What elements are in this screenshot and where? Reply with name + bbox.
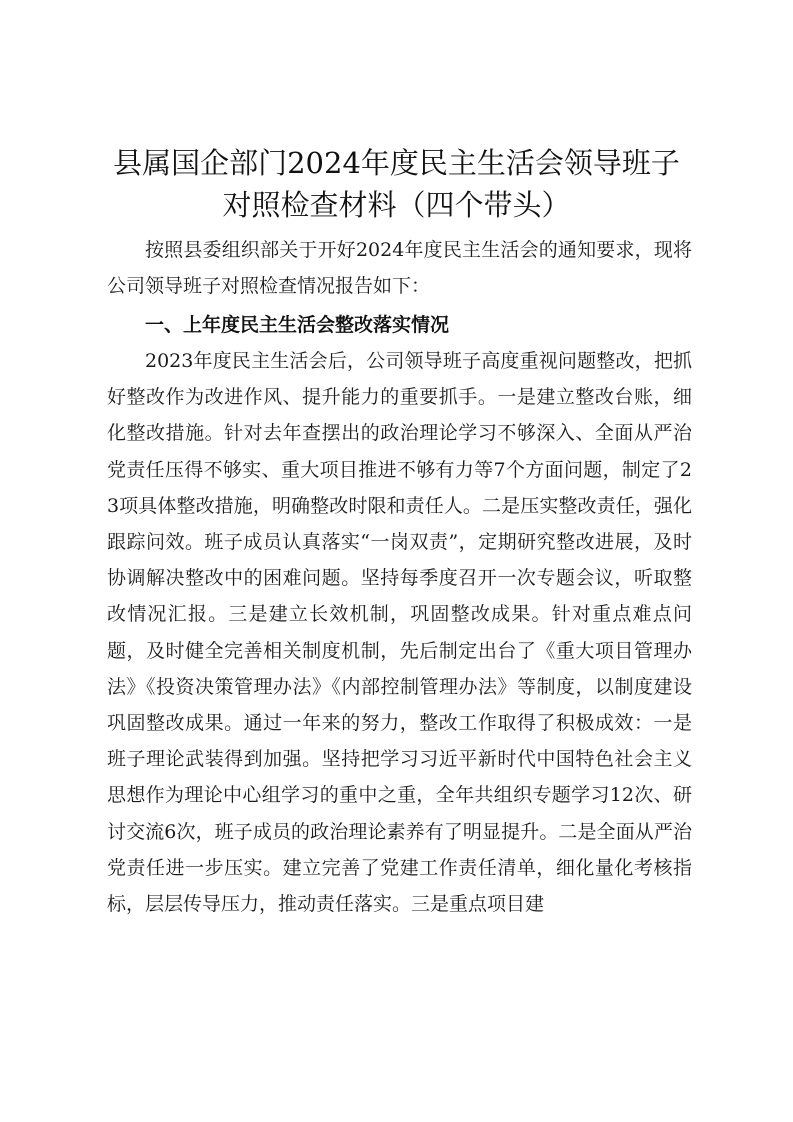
section-paragraph: 2023年度民主生活会后，公司领导班子高度重视问题整改，把抓好整改作为改进作风、提升能力的重要抓手。一是建立整改台账，细化整改措施。针对去年查摆出的政治理论学习不够深入、全面从严治党责任压得不够实、重大项目推进不够有力等7个方面问题，制定了23项具体整改措施，明确整改时限和责任人。二是压实整改责任，强化跟踪问效。班子成员认真落实“一岗双责”，定期研究整改进展，及时协调解决整改中的困难问题。坚持每季度召开一次专题会议，听取整改情况汇报。三是建立长效机制，巩固整改成果。针对重点难点问题，及时健全完善相关制度机制，先后制定出台了《重大项目管理办法》《投资决策管理办法》《内部控制管理办法》等制度，以制度建设巩固整改成果。通过一年来的努力，整改工作取得了积极成效：一是班子理论武装得到加强。坚持把学习习近平新时代中国特色社会主义思想作为理论中心组学习的重中之重，全年共组织专题学习12次、研讨交流6次，班子成员的政治理论素养有了明显提升。二是全面从严治党责任进一步压实。建立完善了党建工作责任清单，细化量化考核指标，层层传导压力，推动责任落实。三是重点项目建	[107, 350, 692, 916]
intro-paragraph: 按照县委组织部关于开好2024年度民主生活会的通知要求，现将公司领导班子对照检查情况报告如下：	[107, 239, 692, 298]
section-body-block	[107, 343, 692, 922]
document-title-line-2: 对照检查材料（四个带头）	[222, 188, 571, 222]
document-title-line-1: 县属国企部门2024年度民主生活会领导班子	[113, 146, 680, 180]
intro-paragraph-block	[107, 232, 692, 304]
section-heading: 一、上年度民主生活会整改落实情况	[145, 314, 450, 336]
